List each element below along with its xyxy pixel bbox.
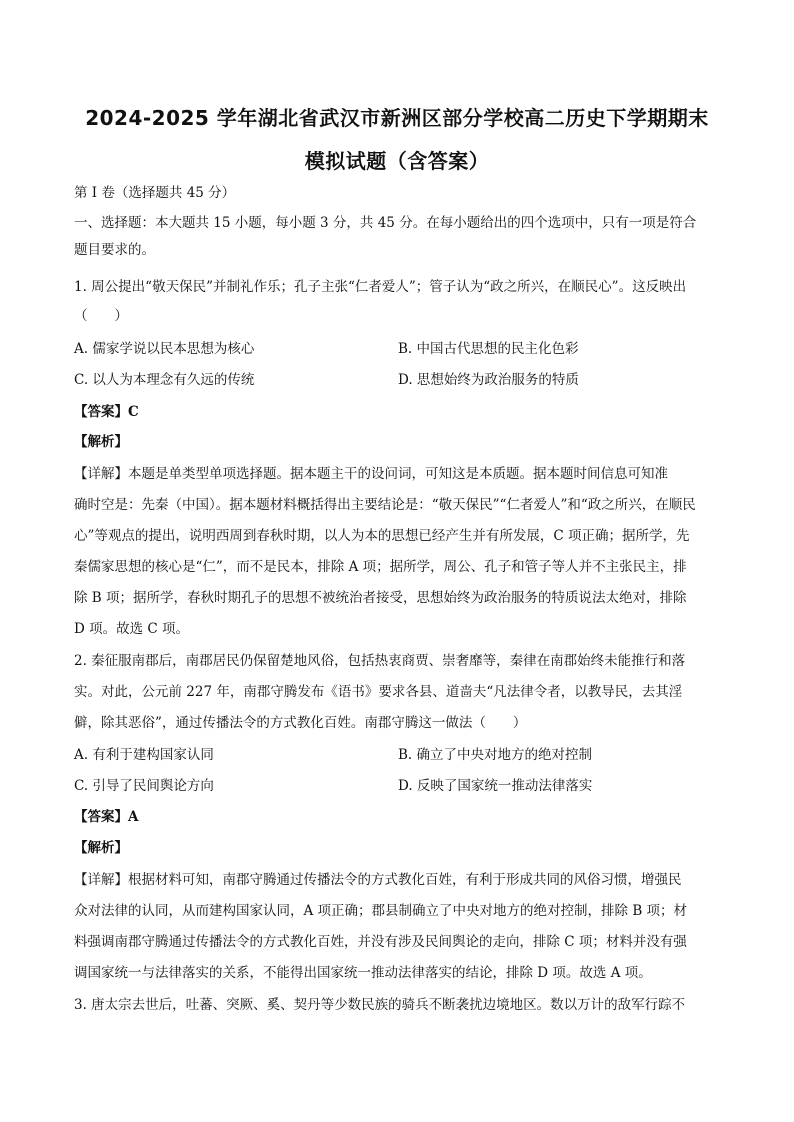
question-1-detail: D 项。故选 C 项。 <box>74 621 190 637</box>
question-2-stem: 实。对此，公元前 227 年，南郡守腾发布《语书》要求各县、道啬夫“凡法律令者，以教导民，去其淫 <box>74 684 683 700</box>
question-2-detail: 众对法律的认同，从而建构国家认同，A 项正确；郡县制确立了中央对地方的绝对控制，排除 B 项；材 <box>74 903 688 919</box>
question-2-answer: 【答案】A <box>74 809 139 825</box>
question-1-option-c: C. 以人为本理念有久远的传统 <box>74 372 255 388</box>
question-1-option-b: B. 中国古代思想的民主化色彩 <box>398 341 579 357</box>
question-1-analysis-label: 【解析】 <box>74 434 128 450</box>
question-2-detail: 调国家统一与法律落实的关系，不能得出国家统一推动法律落实的结论，排除 D 项。故选 A 项。 <box>74 965 652 981</box>
instructions-line: 题目要求的。 <box>74 242 155 258</box>
question-1-stem: 1. 周公提出“敬天保民”并制礼作乐；孔子主张“仁者爱人”；管子认为“政之所兴，在顺民心”。这反映出 <box>74 279 687 295</box>
question-1-detail: 【详解】本题是单类型单项选择题。据本题主干的设问词，可知这是本质题。据本题时间信息可知准 <box>74 466 668 482</box>
question-3-stem: 3. 唐太宗去世后，吐蕃、突厥、奚、契丹等少数民族的骑兵不断袭扰边境地区。数以万计的敌军行踪不 <box>74 997 686 1013</box>
section-heading: 第 I 卷（选择题共 45 分） <box>74 185 236 201</box>
question-1-detail: 确时空是：先秦（中国）。据本题材料概括得出主要结论是：“敬天保民”“仁者爱人”和“政之所兴，在顺民 <box>74 497 696 513</box>
question-2-detail: 料强调南郡守腾通过传播法令的方式教化百姓，并没有涉及民间舆论的走向，排除 C 项；材料并没有强 <box>74 934 687 950</box>
document-title-line-1: 2024-2025 学年湖北省武汉市新洲区部分学校高二历史下学期期末 <box>85 106 709 130</box>
question-2-option-d: D. 反映了国家统一推动法律落实 <box>398 778 593 794</box>
question-2-option-b: B. 确立了中央对地方的绝对控制 <box>398 747 593 763</box>
question-1-detail: 秦儒家思想的核心是“仁”，而不是民本，排除 A 项；据所学，周公、孔子和管子等人并不主张民主，排 <box>74 559 687 575</box>
question-1-option-a: A. 儒家学说以民本思想为核心 <box>74 341 255 357</box>
question-2-analysis-label: 【解析】 <box>74 840 128 856</box>
question-1-option-d: D. 思想始终为政治服务的特质 <box>398 372 579 388</box>
question-1-detail: 除 B 项；据所学，春秋时期孔子的思想不被统治者接受，思想始终为政治服务的特质说法太绝对，排除 <box>74 590 687 606</box>
document-title-line-2: 模拟试题（含答案） <box>304 149 490 173</box>
question-2-option-c: C. 引导了民间舆论方向 <box>74 778 214 794</box>
question-2-option-a: A. 有利于建构国家认同 <box>74 747 214 763</box>
question-1-detail: 心”等观点的提出，说明西周到春秋时期，以人为本的思想已经产生并有所发展，C 项正确；据所学，先 <box>74 528 690 544</box>
question-1-answer: 【答案】C <box>74 404 139 420</box>
instructions-line: 一、选择题：本大题共 15 小题，每小题 3 分，共 45 分。在每小题给出的四个选项中，只有一项是符合 <box>74 215 697 231</box>
question-2-stem: 僻，除其恶俗”，通过传播法令的方式教化百姓。南郡守腾这一做法（ ） <box>74 715 527 731</box>
question-1-stem: （ ） <box>74 308 128 324</box>
question-2-stem: 2. 秦征服南郡后，南郡居民仍保留楚地风俗，包括热衷商贾、崇奢靡等，秦律在南郡始终未能推行和落 <box>74 653 686 669</box>
question-2-detail: 【详解】根据材料可知，南郡守腾通过传播法令的方式教化百姓，有利于形成共同的风俗习惯，增强民 <box>74 872 682 888</box>
